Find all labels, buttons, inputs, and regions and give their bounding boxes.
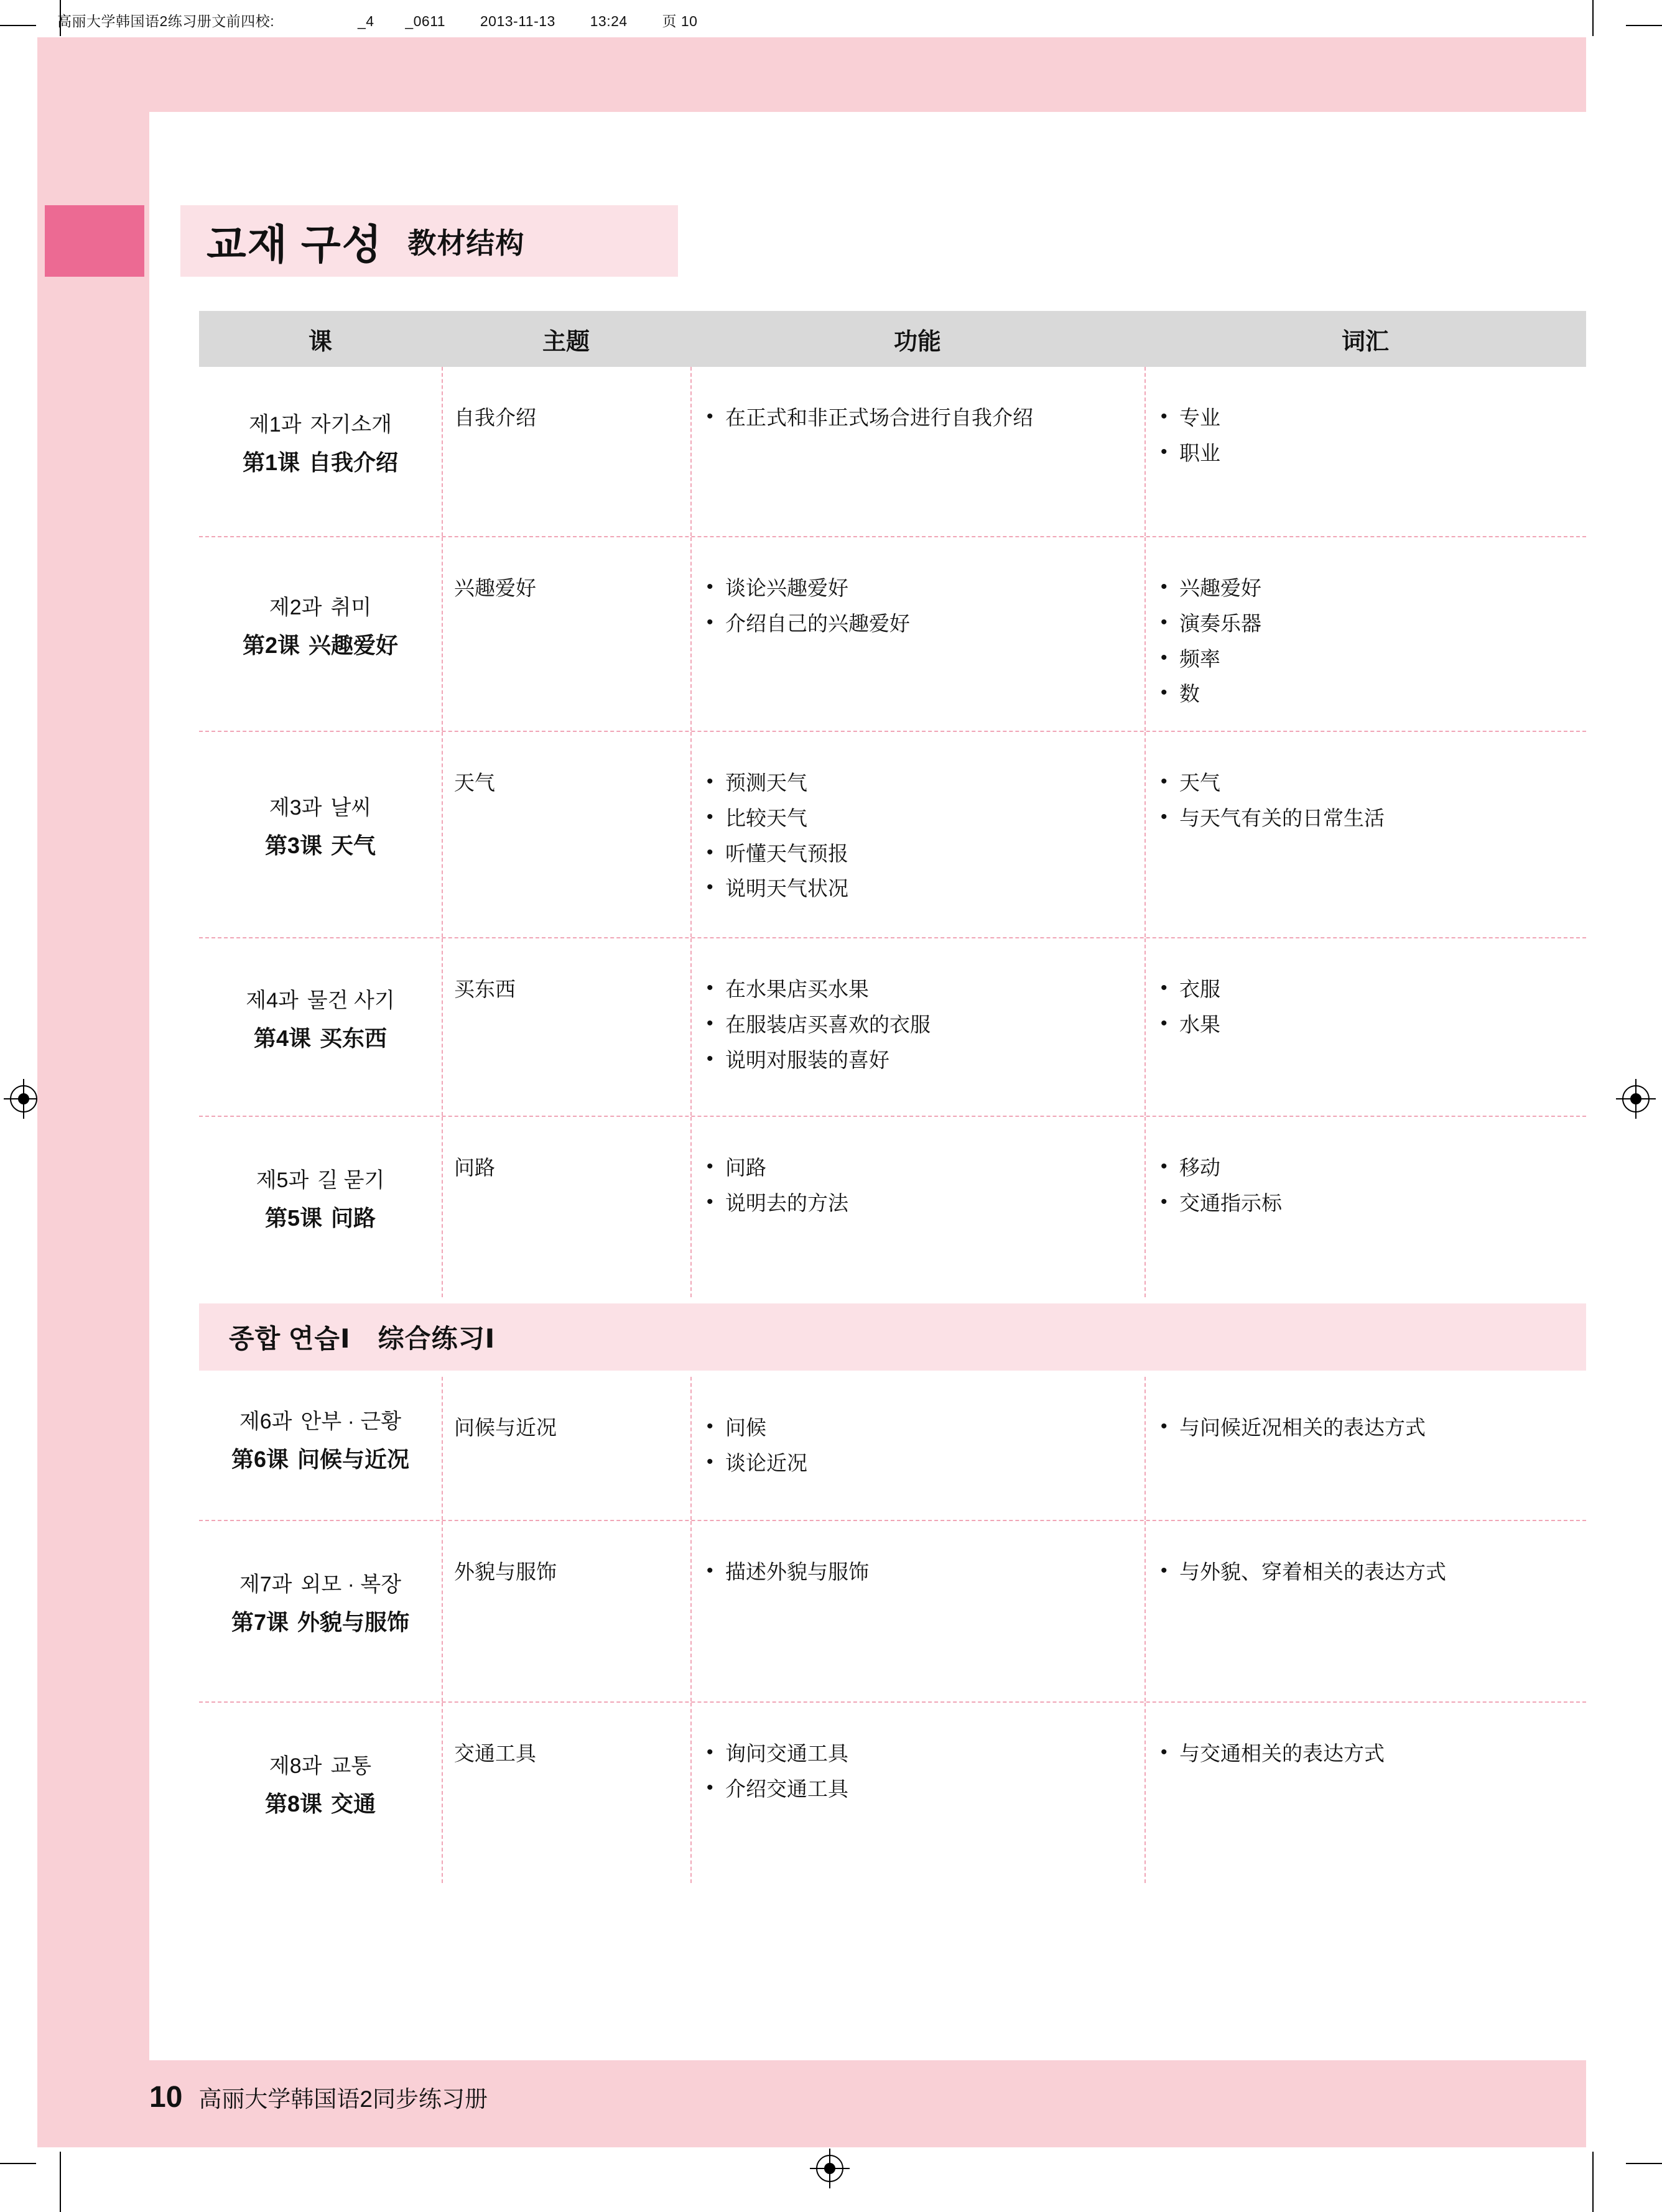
lesson-number-korean: 제3과 [269,796,322,820]
lesson-number-korean: 제1과 [249,413,302,437]
list-item: • 说明对服装的喜好 [703,1043,1133,1078]
vocabulary-list [1157,1133,1575,1221]
lesson-label-korean [256,1163,385,1193]
column-header-lesson: 课 [308,328,332,355]
topic-text: 问路 [454,1156,495,1179]
list-item: • 谈论近况 [703,1446,1133,1481]
page-footer [149,2080,488,2114]
table-row [199,938,1586,1117]
review-label-korean: 종합 연습Ⅰ [229,1324,351,1353]
lesson-label-chinese [265,1201,376,1233]
lesson-number-chinese: 第1课 [242,450,300,475]
list-item: • 职业 [1157,436,1575,471]
topic-text: 交通工具 [454,1742,536,1765]
crop-mark-bottom-left-v [60,2152,61,2212]
table-row [199,537,1586,732]
topic-cell [442,1521,690,1701]
vocabulary-list [1157,1537,1575,1590]
lesson-number-chinese: 第8课 [264,1791,322,1816]
function-cell [690,938,1144,1116]
list-item: • 衣服 [1157,972,1575,1007]
list-item: • 预测天气 [703,766,1133,801]
lesson-title-chinese: 买东西 [320,1025,388,1051]
lesson-number-korean: 제2과 [269,595,322,619]
function-list [703,1719,1133,1807]
topic-text: 外貌与服饰 [454,1560,557,1583]
function-list [703,1393,1133,1481]
column-header-vocabulary: 词汇 [1341,328,1389,355]
lesson-label-korean [269,590,371,621]
table-row [199,367,1586,537]
lesson-cell [199,367,442,536]
function-list [703,955,1133,1078]
lesson-label-korean [269,1749,371,1779]
table-header-row [199,311,1586,367]
slug-field2: _0611 [405,13,446,29]
topic-cell [442,1377,690,1520]
table-row [199,732,1586,938]
function-cell [690,1377,1144,1520]
list-item: • 问候 [703,1410,1133,1446]
lesson-title-chinese: 天气 [331,833,376,858]
crop-mark-bottom-left-h [0,2163,36,2164]
slug-page: 页 10 [662,13,698,29]
list-item: • 介绍自己的兴趣爱好 [703,606,1133,642]
lesson-cell [199,1521,442,1701]
lesson-cell [199,1117,442,1297]
lesson-title-chinese: 自我介绍 [309,450,399,475]
lesson-label-chinese [265,1787,376,1818]
lesson-number-chinese: 第5课 [264,1205,322,1231]
page-frame-top [37,37,1586,112]
list-item: • 说明去的方法 [703,1186,1133,1221]
crop-mark-top-right-h [1626,25,1662,26]
lesson-label-chinese [265,828,376,860]
function-cell [690,1117,1144,1297]
list-item: • 在正式和非正式场合进行自我介绍 [703,400,1133,436]
lesson-cell [199,732,442,937]
list-item: • 描述外貌与服饰 [703,1555,1133,1590]
lesson-title-korean: 외모 · 복장 [300,1573,402,1596]
lesson-label-korean [246,983,394,1014]
section-tab-accent [45,205,144,277]
list-item: • 比较天气 [703,801,1133,836]
list-item: • 频率 [1157,642,1575,677]
list-item: • 交通指示标 [1157,1186,1575,1221]
lesson-number-chinese: 第7课 [231,1609,289,1635]
registration-mark-bottom [816,2155,843,2182]
function-cell [690,1703,1144,1883]
curriculum-table [199,311,1586,1883]
table-row [199,1117,1586,1297]
lesson-title-chinese: 问候与近况 [297,1446,410,1472]
topic-text: 自我介绍 [454,406,536,429]
vocabulary-cell [1144,938,1586,1116]
vocabulary-list [1157,1393,1575,1446]
lesson-label-korean [269,790,371,821]
page-title-korean: 교재 구성 [207,221,383,267]
lesson-label-chinese [243,445,398,477]
function-cell [690,537,1144,731]
lesson-number-korean: 제4과 [246,988,299,1012]
lesson-number-korean: 제5과 [256,1168,309,1192]
lesson-title-chinese: 外貌与服饰 [297,1609,410,1635]
list-item: • 数 [1157,677,1575,712]
topic-cell [442,938,690,1116]
topic-text: 兴趣爱好 [454,576,536,599]
lesson-label-korean [239,1404,401,1435]
topic-text: 问候与近况 [454,1416,557,1439]
lesson-number-korean: 제7과 [239,1573,292,1596]
lesson-title-chinese: 问路 [331,1205,376,1231]
list-item: • 在服装店买喜欢的衣服 [703,1007,1133,1043]
lesson-label-chinese [231,1442,409,1474]
vocabulary-list [1157,553,1575,712]
vocabulary-cell [1144,1117,1586,1297]
footer-title: 高丽大学韩国语2同步练习册 [198,2086,488,2112]
review-section-band [199,1303,1586,1371]
page-number: 10 [149,2081,183,2114]
topic-cell [442,1703,690,1883]
registration-mark-right [1622,1085,1650,1113]
list-item: • 听懂天气预报 [703,836,1133,872]
lesson-cell [199,537,442,731]
lesson-number-chinese: 第4课 [253,1025,311,1051]
list-item: • 说明天气状况 [703,871,1133,907]
page-title-chinese: 教材结构 [407,226,525,259]
lesson-title-chinese: 兴趣爱好 [309,632,399,658]
lesson-label-chinese [231,1605,409,1637]
slug-line [57,10,697,30]
vocabulary-list [1157,1719,1575,1772]
list-item: • 兴趣爱好 [1157,571,1575,606]
function-cell [690,367,1144,536]
vocabulary-list [1157,383,1575,471]
list-item: • 与天气有关的日常生活 [1157,801,1575,836]
topic-cell [442,537,690,731]
list-item: • 询问交通工具 [703,1736,1133,1772]
lesson-title-korean: 날씨 [330,796,372,820]
vocabulary-cell [1144,367,1586,536]
lesson-title-korean: 안부 · 근황 [300,1410,402,1433]
lesson-label-korean [249,407,392,438]
table-row [199,1703,1586,1883]
lesson-number-chinese: 第2课 [242,632,300,658]
function-list [703,748,1133,907]
lesson-title-korean: 길 묻기 [317,1168,385,1192]
lesson-title-korean: 교통 [330,1754,372,1778]
list-item: • 在水果店买水果 [703,972,1133,1007]
lesson-cell [199,938,442,1116]
function-list [703,553,1133,642]
slug-field1: _4 [357,13,374,29]
slug-time: 13:24 [590,13,628,29]
table-row [199,1521,1586,1703]
list-item: • 问路 [703,1150,1133,1186]
table-row [199,1377,1586,1521]
vocabulary-list [1157,955,1575,1043]
lesson-label-chinese [254,1021,387,1053]
vocabulary-list [1157,748,1575,836]
lesson-title-korean: 취미 [330,595,372,619]
list-item: • 谈论兴趣爱好 [703,571,1133,606]
crop-mark-bottom-right-v [1592,2152,1594,2212]
vocabulary-cell [1144,1703,1586,1883]
registration-mark-left [10,1085,37,1113]
vocabulary-cell [1144,1377,1586,1520]
list-item: • 与外貌、穿着相关的表达方式 [1157,1555,1575,1590]
topic-text: 买东西 [454,978,516,1001]
vocabulary-cell [1144,732,1586,937]
topic-text: 天气 [454,771,495,794]
list-item: • 演奏乐器 [1157,606,1575,642]
crop-mark-top-left-h [0,25,36,26]
lesson-number-chinese: 第6课 [231,1446,289,1472]
function-list [703,1133,1133,1221]
function-cell [690,732,1144,937]
page-title [180,205,678,277]
list-item: • 与交通相关的表达方式 [1157,1736,1575,1772]
slug-date: 2013-11-13 [480,13,555,29]
list-item: • 天气 [1157,766,1575,801]
function-list [703,383,1133,436]
slug-text: 高丽大学韩国语2练习册文前四校: [57,13,275,29]
review-label-chinese: 综合练习Ⅰ [378,1324,496,1353]
lesson-number-chinese: 第3课 [264,833,322,858]
lesson-title-korean: 물건 사기 [307,988,395,1012]
topic-cell [442,732,690,937]
topic-cell [442,367,690,536]
lesson-cell [199,1377,442,1520]
function-list [703,1537,1133,1590]
lesson-title-korean: 자기소개 [310,413,392,437]
list-item: • 移动 [1157,1150,1575,1186]
topic-cell [442,1117,690,1297]
vocabulary-cell [1144,537,1586,731]
list-item: • 专业 [1157,400,1575,436]
page-frame-left [37,112,149,2060]
lesson-cell [199,1703,442,1883]
vocabulary-cell [1144,1521,1586,1701]
list-item: • 与问候近况相关的表达方式 [1157,1410,1575,1446]
lesson-number-korean: 제8과 [269,1754,322,1778]
function-cell [690,1521,1144,1701]
lesson-title-chinese: 交通 [331,1791,376,1816]
list-item: • 介绍交通工具 [703,1772,1133,1807]
lesson-number-korean: 제6과 [239,1410,292,1433]
column-header-topic: 主题 [542,328,590,355]
list-item: • 水果 [1157,1007,1575,1043]
lesson-label-chinese [243,628,398,660]
crop-mark-bottom-right-h [1626,2163,1662,2164]
column-header-function: 功能 [893,328,941,355]
lesson-label-korean [239,1567,401,1598]
crop-mark-top-right-v [1592,0,1594,36]
